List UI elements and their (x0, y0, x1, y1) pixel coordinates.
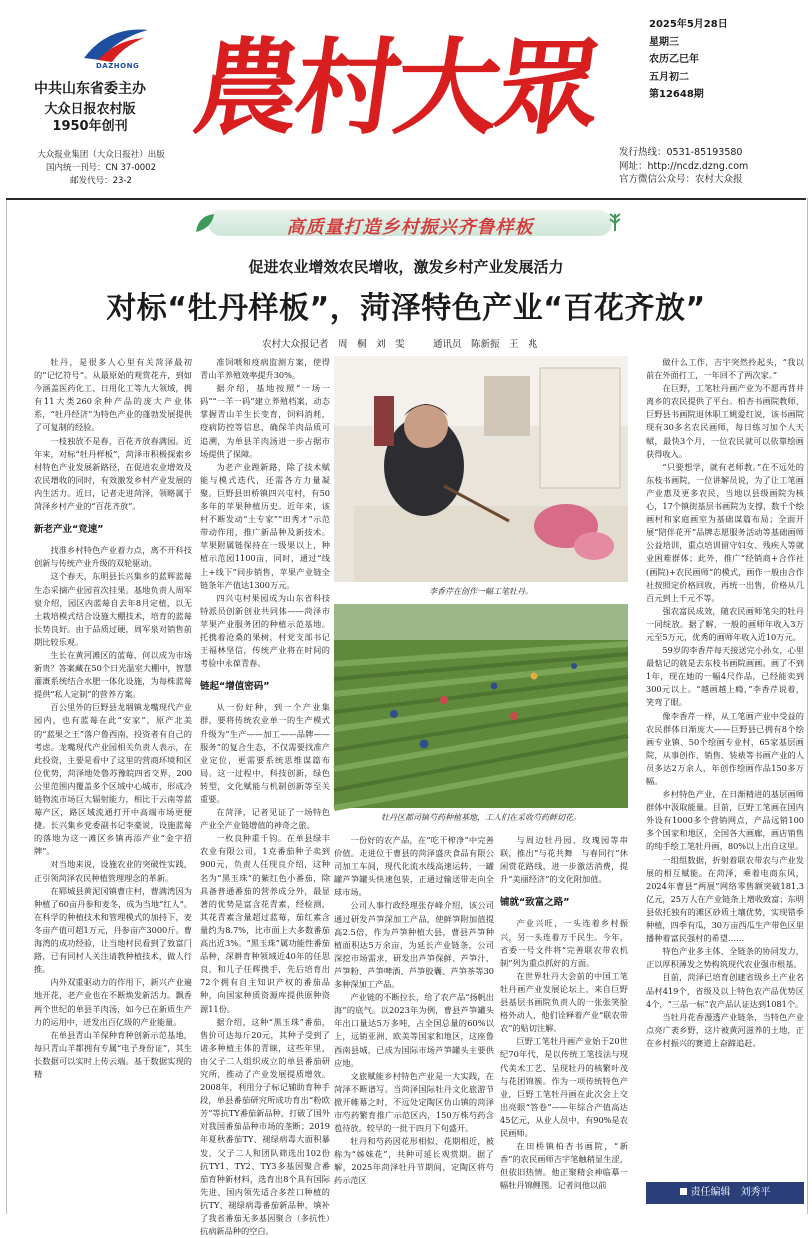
article-column-1 (34, 356, 192, 1186)
article-column-4 (500, 834, 628, 1194)
article-column-2 (200, 356, 330, 1237)
newspaper-title: 農村大眾 (187, 26, 605, 149)
paragraph: 与周边牡丹园、玫瑰园等串联，推出“与花共舞 与春同行”休闲赏花路线，进一步激活消费，提升“美丽经济”的文化附加值。 (500, 835, 628, 885)
publisher-group: 大众报业集团（大众日报社）出版 (37, 150, 165, 160)
paragraph: 在郓城县黄泥冈镇曹庄村，曹满湾因为种植了60亩丹参和麦冬，成为当地“红人”。在科学的种植技术和管理模式的加持下，麦冬亩产值可超1万元，丹参亩产3000斤。曹海湾的成功经验，让当地村民看到了致富门路，已有同村人关注请教种植技术，做人行推。 (34, 885, 192, 975)
date-block (649, 16, 728, 104)
paragraph: 牡丹和芍药因花形相似、花期相近，被称为“姊妹花”，共种可延长观赏期。据了解，2025年菏泽牡丹节期间，定陶区将芍药示范区 (334, 1136, 494, 1186)
dazhong-logo-icon (78, 22, 154, 66)
peony-field-photo (334, 604, 628, 808)
paragraph: 做什么工作，吉宇突然拎起头，“我以前在外面打工，一年回不了两次家。” (646, 357, 804, 381)
paragraph: 公司人事行政经理张存峰介绍，该公司通过研发芦笋深加工产品，使鲜笋附加值提高2.5倍，作为芦笋种植大县，曹县芦笋种植面积达5万余亩，为延长产业链条，公司深挖市场需求，研发出芦笋保鲜、芦笋汁、芦笋粉、芦笋啤酒、芦笋胶囊、芦笋茶等30多种深加工产品。 (334, 900, 494, 990)
serial-number: 国内统一刊号：CN 37-0002 (45, 163, 156, 173)
paragraph: 产业兴旺，一头连着乡村振兴，另一头连着万千民生。今年，省委一号文件将“完善联农带农机制”列为重点抓好的方面。 (500, 918, 628, 968)
article-headline: 对标“牡丹样板”，菏泽特色产业“百花齐放” (106, 291, 706, 326)
paragraph: 据介绍，这种“黑玉珠”番茄，售价可达每斤20元，其种子受到了诸多种植主体的青睐，这些年里，由父子二人组织成立的单县番茄研究所，推动了产业发展提质增效。2008年，利用分子标记辅助育种手段，单县番茄研究所成功育出“粉欧芳”等抗TY番茄新品种，打破了国外对我国番茄品种市场的垄断；2019年夏秋番茄TY、褪绿病毒大面积暴发，父子二人和团队筛选出102份抗TY1、TY2、TY3多基因聚合番茄育种新材料，选育出8个具有国际先进、国内领先适合多茬口种植的抗TY、褪绿病毒番茄新品种，填补了我省番茄无多基因聚合（多抗性）抗病新品种的空白。 (200, 1016, 330, 1237)
wechat-line: 官方微信公众号：农村大众报 (619, 174, 743, 185)
paragraph: 这个春天，东明县长兴集乡的蓝辉蓝莓生态采摘产业园首次挂果。基地负责人周军泉介绍，园区内蓝莓自去年8月定植，以无土栽培模式结合设施大棚技术，培育的蓝莓长势良好。由于品质过硬，周军泉对销售前期比较乐观。 (34, 571, 192, 647)
paragraph: 对当地来说，设施农业的突破性实践，正引领菏泽农民种植管理理念的革新。 (34, 859, 192, 883)
paragraph: 巨野工笔牡丹画产业始于20世纪70年代，是以传统工笔技法与现代美术工艺、呈现牡丹的核繁叶茂与花团锦簇。作为一项传统特色产业，巨野工笔牡丹画在此次会上交出亮眼“答卷”——年综合产值高达45亿元，从业人员中，有90%是农民画师。 (500, 1036, 628, 1138)
paragraph: 一枚良种重千钧。在单县绿丰农业有限公司，1克番茄种子卖到900元，负责人任现良介绍，这种名为“黑玉珠”的紫红色小番茄，除具备普通番茄的营养成分外，最显著的优势是富含花青素，经检测，其花青素含量超过蓝莓，茄红素含量约为8.7%，比市面上大多数番茄高出近3%。“黑玉珠”属功能性番茄品种，深耕育种领域近40年的任思良，和儿子任辉携手，先后培育出72个拥有自主知识产权的番茄品种，向国家种质资源库提供原种资源11份。 (200, 833, 330, 1014)
article-column-5 (646, 356, 804, 1178)
postal-code: 邮发代号：23-2 (70, 176, 132, 186)
paragraph: 在巨野，工笔牡丹画产业为不愿再背井离乡的农民提供了平台。柏杏书画院教师、巨野县书画院退休职工姚爱红说，该书画院现有30多名农民画师，每日练习加个人天赋，最快3个月，一位农民就可以依靠绘画获得收入。 (646, 383, 804, 459)
paragraph: 四兴屯村果园成为山东省科技特派员创新创业共同体——菏泽市苹果产业服务团的种植示范基地。托携着沧桑的果树，村党支部书记王福林坚信，传统产业将在时间的考验中永葆青春。 (200, 592, 330, 669)
banner-title: 高质量打造乡村振兴齐鲁样板 (286, 217, 534, 238)
paragraph: 准饲喂和疫病监测方案，使得青山羊养殖效率提升30%。 (200, 357, 330, 381)
paragraph: 据介绍，基地按照“一场一码”“一羊一码”建立养殖档案，动态掌握青山羊生长变育，饲料消耗，疫病防控等信息，确保羊肉品质可追溯，为单县羊肉汤进一步占据市场提供了保障。 (200, 383, 330, 459)
paragraph: 在田桥镇柏杏书画院，“新香”的农民画师吉宇笔触稍显生涩，但依旧热情。他正聚精会神临摹一幅牡丹锦鲤图。记者问他以前 (500, 1141, 628, 1191)
issue-date: 2025年5月28日 (649, 19, 728, 30)
issue-number: 第12648期 (649, 89, 704, 100)
paragraph: 内外双重驱动力的作用下，新兴产业遍地开花，老产业也在不断焕发新活力。飘香两个世纪的单县羊肉汤，如今已在新质生产力的运用中，迸发出百亿级的产业能量。 (34, 977, 192, 1027)
paragraph: 从一份好种，到一个产业集群，要将传统农业单一的生产模式升级为“生产——加工——品牌——服务”的复合生态，不仅需要找准产业定位，更需要系统思维谋篇布局。这一过程中，科技创新，绿色转型，文化赋能与机制创新等至关重要。 (200, 702, 330, 804)
article-subhead: 促进农业增效农民增收，激发乡村产业发展活力 (248, 258, 564, 276)
paragraph: 一枝独放不是春，百花齐放春满园。近年来，对标“牡丹样板”，菏泽市积极探索乡村特色产业发展新路径，在促进农业增效及农民增收的同时，有效激发乡村产业发展的内生活力。近日，记者走进菏泽，领略属于菏泽乡村产业的“百花齐放”。 (34, 435, 192, 512)
paragraph: 百公里外的巨野县龙堌镇龙嘴现代产业园内，也有蓝莓在此“安家”，原产北美的“蓝果之王”落户鲁西南，投资者有自己的考虑。龙嘴现代产业园相关负责人表示，在此投资，主要是看中了这里的营商环境和区位优势，菏泽地处鲁苏豫皖四省交界，200公里范围内覆盖多个区域中心城市，形成冷链物流市场巨大辐射能力，相比于云南等蓝莓产区，路区域流通打开中高端市场更便捷。长兴集乡党委副书记李豪说，设施蓝莓的落地为这一滩区乡镇再添产业“金字招牌”。 (34, 702, 192, 857)
contact-block (619, 146, 748, 187)
theme-banner (190, 206, 630, 242)
edition-line: 大众日报农村版 (44, 102, 136, 117)
article-column-3 (334, 834, 494, 1194)
photo-caption-2: 牡丹区都司镇芍药种植基地，工人们在采收芍药鲜切花。 (381, 813, 581, 822)
founded-line: 1950年创刊 (52, 119, 128, 134)
masthead (0, 0, 812, 196)
paragraph: 产业链的不断拉长，给了农产品“扬帆出海”的底气。以2023年为例，曹县芦笋罐头年出口量达5万多吨，占全国总量的60%以上，远销亚洲、欧美等国家和地区，这座鲁西南县城，已成为国际市场芦笋罐头主要供应地。 (334, 992, 494, 1068)
paragraph: 目前，菏泽已培育创建省级乡土产业名品村419个，省级及以上特色农产品优势区4个，“三品一标”农产品认证达到1081个。 (646, 972, 804, 1009)
masthead-divider (6, 198, 806, 200)
editor-credit (646, 1182, 804, 1204)
paragraph: 牡丹，是很多人心里有关菏泽最初的“记忆符号”。从最原始的观赏花卉，到如今涵盖医药化工、日用化工等九大领域，拥有11大类260余种产品的庞大产业体系，“牡丹经济”为特色产业的蓬勃发展提供了可复制的经验。 (34, 357, 192, 433)
paragraph: 乡村特色产业，在日渐精进的基层画师群体中汲取能量。目前，巨野工笔画在国内外设有1000多个营销网点，产品远销100多个国家和地区，全国各大画廊，画店销售的纯手绘工笔牡丹画，80%以上出自这里。 (646, 789, 804, 852)
paragraph: 在菏泽，记者见证了一场特色产业全产业链增值的神奇之旅。 (200, 807, 330, 831)
square-icon (680, 1188, 687, 1195)
paragraph: 当牡丹花香漫透产业链条，当特色产业点亮广袤乡野，这片被黄河滋养的土地，正在乡村振兴的赛道上奋蹄追赶。 (646, 1011, 804, 1048)
painter-photo (334, 356, 628, 582)
section-heading: 铺就“致富之路” (500, 897, 570, 909)
article-byline: 农村大众报记者 周 桐 刘 雯 通讯员 陈新振 王 兆 (262, 339, 538, 350)
editor-name: 责任编辑 刘秀平 (690, 1187, 771, 1198)
paragraph: 找准乡村特色产业着力点，离不开科技创新与传统产业升级的双轮驱动。 (34, 545, 192, 569)
weekday: 星期三 (649, 36, 679, 48)
paragraph: 为老产业蹚新路，除了技术赋能与模式迭代，还需各方力量凝聚。巨野县田桥镇四兴屯村，有50多年的苹果种植历史。近年来，该村不断发动“土专家”“田秀才”示范带动作用，推广新品种及新技术。苹果附属链保持在一级果以上，种植示范园1100亩，同时，通过“线上+线下”同步销售，苹果产业链全链条年产值达1300万元。 (200, 461, 330, 590)
paragraph: 一组组数据，折射着联农带农与产业发展的相互赋能。在菏泽，乘着电商东风，2024年曹县“两展”网络零售额突破181.3亿元，25万人在产业链条上增收致富；东明县依托独有的滩区砂质土壤优势，实现错季种植，四季有瓜，30万亩西瓜生产带色区里播种着富民强村的希望…… (646, 854, 804, 944)
photo-caption-1: 李香芹在创作一幅工笔牡丹。 (429, 587, 533, 596)
phone-line: 发行热线：0531-85193580 (619, 147, 743, 158)
publisher-line: 中共山东省委主办 (34, 81, 146, 97)
paragraph: 像李香芹一样，从工笔画产业中受益的农民群体日渐庞大——巨野县已拥有8个绘画专业镇、50个绘画专业村，65家基层画院，从事创作、销售、装裱等书画产业的人员多达2万余人，年创作绘画作品150多万幅。 (646, 710, 804, 786)
paragraph: 生长在黄河滩区的蓝莓，何以成为市场新贵？答案藏在50个日光温室大棚中，智慧灌溉系统结合水肥一体化设施，为每株蓝莓提供“私人定制”的营养方案。 (34, 649, 192, 700)
paragraph: 一份好的农产品，在“吃干榨净”中完善价值。走进位于曹县的菏泽盛庆食品有限公司加工车间，现代化流水线高速运转，一罐罐芦笋罐头快速包装，正通过输送带走向全球市场。 (334, 835, 494, 898)
lunar-day: 五月初二 (649, 71, 689, 83)
lunar-year: 农历乙巳年 (649, 54, 699, 65)
paragraph: 在单县青山羊保种育种创新示范基地，每只青山羊都拥有专属“电子身份证”，其生长数据可以实时上传云端。基于数据实现的精 (34, 1029, 192, 1079)
paragraph: 59岁的李香芹每天接送完小孙女，心里最惦记的就是去东枝书画院画画。画了不到1年，现在她的一幅4尺作品，已经能卖到300元以上。“越画越上瘾，”李香芹说着，笑弯了眼。 (646, 645, 804, 708)
paragraph: “只要想学，就有老师教。”在不远处的东枝书画院，一位讲解员说，为了让工笔画产业惠及更多农民，当地以县级画院为核心，17个镇街基层书画院为支撑，数千个绘画村和家庭画室为基础谋篇布局；全面开展“陪伴花开”品牌志愿服务活动等基础画师公益培训，重点培训留守妇女、残疾人等就业困难群体；此外，推广“经销商+合作社(画院)+农民画师”的模式，画作一般由合作社按照定价格回收，再统一出售，价格从几百元到上千元不等。 (646, 461, 804, 603)
logo-wordmark: DAZHONG (96, 62, 140, 70)
paragraph: 文旅赋能乡村特色产业是一大实践，在菏泽不断谱写。当菏泽国际牡丹文化旅游节掀开帷幕之时，不远处定陶区仿山镇的菏泽市芍药繁育推广示范区内，150万株芍药含苞待放。较早的一批于四月下旬盛开。 (334, 1070, 494, 1134)
paragraph: 特色产业多主体、全链条的协同发力，正以厚积薄发之势构筑现代农业强市根基。 (646, 946, 804, 970)
section-heading: 链起“增值密码” (200, 681, 270, 693)
section-heading: 新老产业“竞速” (34, 524, 104, 536)
paragraph: 强农富民成效，随农民画师笔尖的牡丹一同绽放。据了解，一般的画师年收入3万元至5万元，优秀的画师年收入近10万元。 (646, 605, 804, 642)
paragraph: 在世界牡丹大会前的中国工笔牡丹画产业发展论坛上，来自巨野县基层书画院负责人的一张张笑脸格外动人，他们诠释着产业“联农带农”的贴切注解。 (500, 970, 628, 1034)
website-line[interactable]: 网址：http://ncdz.dzng.com (619, 160, 749, 172)
